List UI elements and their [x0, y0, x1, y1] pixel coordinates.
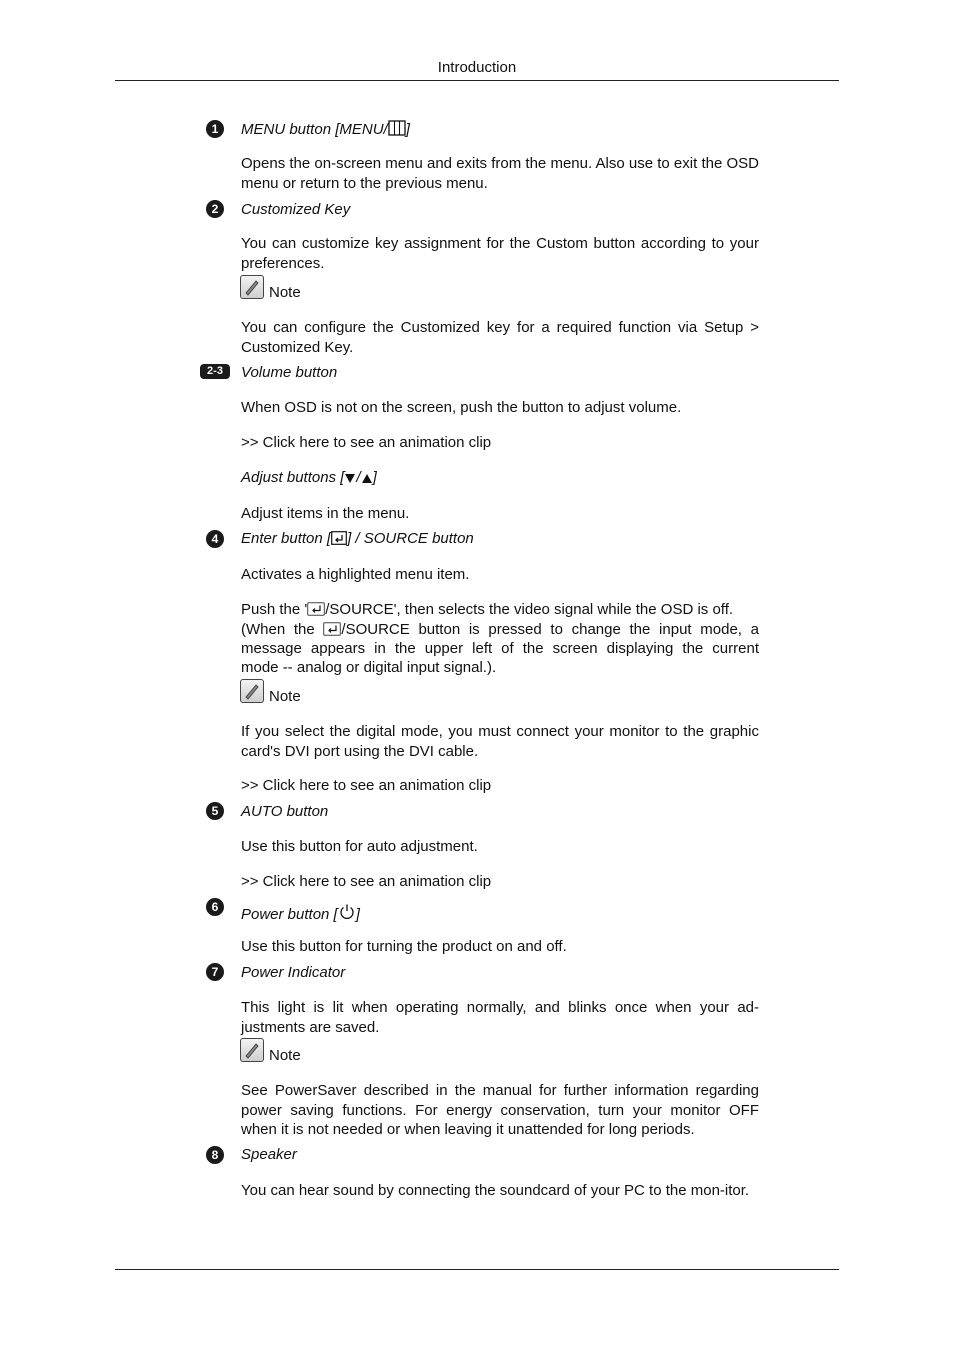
customized-key-note	[241, 318, 759, 357]
note-text-1: You can configure the	[241, 319, 401, 336]
badge-2: 2	[206, 200, 224, 218]
enter-push-line-4: mode -- analog or digital input signal.).	[241, 659, 497, 676]
digital-mode-note: If you select the digital mode, you must connect your monitor to the graphic card's DVI port using the DVI cable.	[241, 723, 759, 760]
badge-2-3: 2-3	[200, 364, 230, 379]
menu-button-desc: Opens the on-screen menu and exits from the menu. Also use to exit the OSD menu or return to the previous menu.	[241, 155, 759, 192]
speaker-desc: You can hear sound by connecting the soundcard of your PC to the mon-itor.	[241, 1182, 750, 1199]
auto-button-desc: Use this button for auto adjustment.	[241, 838, 478, 855]
enter-button-desc: Activates a highlighted menu item.	[241, 566, 470, 583]
badge-8: 8	[206, 1146, 224, 1164]
note-text-3: >	[743, 319, 759, 336]
customized-key-title: Customized Key	[241, 201, 351, 218]
note-bold-1: Customized key	[400, 319, 511, 336]
enter-button-title	[241, 530, 474, 549]
note-icon	[240, 679, 264, 703]
enter-title-text: Enter button [	[241, 530, 332, 547]
menu-key-icon	[388, 120, 406, 140]
animation-clip-link-3[interactable]: >> Click here to see an animation clip	[241, 873, 492, 890]
power-icon	[338, 903, 356, 925]
badge-6: 6	[206, 898, 224, 916]
header-rule	[115, 80, 839, 81]
volume-button-desc: When OSD is not on the screen, push the button to adjust volume.	[241, 399, 682, 416]
powersaver-note: See PowerSaver described in the manual for further information regarding power saving functions. For energy conservation, turn your monitor OFF when it is not needed or when leaving it unattended for long periods.	[241, 1082, 759, 1138]
adjust-title-text: Adjust buttons [	[241, 469, 345, 486]
note-label: Note	[269, 1047, 301, 1064]
enter-key-icon	[331, 531, 347, 549]
volume-button-title: Volume button	[241, 364, 338, 381]
power-indicator-title: Power Indicator	[241, 964, 346, 981]
push-2-post: /SOURCE button is pressed to change the input mode, a	[341, 621, 759, 638]
customized-key-desc: You can customize key assignment for the Custom button according to your preferences.	[241, 235, 759, 272]
note-icon	[240, 275, 264, 299]
down-arrow-icon	[344, 471, 356, 488]
power-button-desc: Use this button for turning the product on and off.	[241, 938, 567, 955]
adjust-title-end: ]	[372, 469, 377, 486]
badge-5: 5	[206, 802, 224, 820]
page-header-title: Introduction	[437, 59, 517, 76]
enter-push-line-1	[241, 601, 733, 620]
speaker-title: Speaker	[241, 1146, 297, 1163]
animation-clip-link-2[interactable]: >> Click here to see an animation clip	[241, 777, 492, 794]
note-label: Note	[269, 284, 301, 301]
power-title-end: ]	[355, 906, 360, 923]
adjust-buttons-desc: Adjust items in the menu.	[241, 505, 410, 522]
note-icon	[240, 1038, 264, 1062]
note-bold-2: Setup	[704, 319, 744, 336]
power-indicator-desc: This light is lit when operating normally, and blinks once when your ad-justments are saved.	[241, 999, 759, 1036]
enter-push-line-3: message appears in the upper left of the screen displaying the current	[241, 640, 759, 657]
auto-button-title: AUTO button	[241, 803, 329, 820]
up-arrow-icon	[361, 471, 373, 488]
adjust-title-sep: /	[356, 469, 361, 486]
enter-title-end: ] / SOURCE button	[347, 530, 474, 547]
adjust-buttons-title	[241, 469, 377, 488]
menu-button-title-text: MENU button [MENU/	[241, 121, 388, 138]
menu-button-title-end: ]	[405, 121, 410, 138]
badge-1: 1	[206, 120, 224, 138]
note-text-4: .	[349, 338, 354, 356]
note-bold-3: Customized Key	[241, 338, 350, 356]
animation-clip-link-1[interactable]: >> Click here to see an animation clip	[241, 434, 492, 451]
badge-4: 4	[206, 530, 224, 548]
note-text-2: for a required function via	[510, 319, 705, 336]
power-title-text: Power button [	[241, 906, 338, 923]
note-label: Note	[269, 688, 301, 705]
power-button-title	[241, 903, 360, 925]
enter-key-icon	[307, 602, 325, 620]
push-2-pre: (When the	[241, 621, 324, 638]
push-1-post: /SOURCE', then selects the video signal while the OSD is off.	[325, 601, 734, 618]
push-1-pre: Push the '	[241, 601, 308, 618]
menu-button-title	[241, 120, 410, 140]
badge-7: 7	[206, 963, 224, 981]
footer-rule	[115, 1269, 839, 1270]
